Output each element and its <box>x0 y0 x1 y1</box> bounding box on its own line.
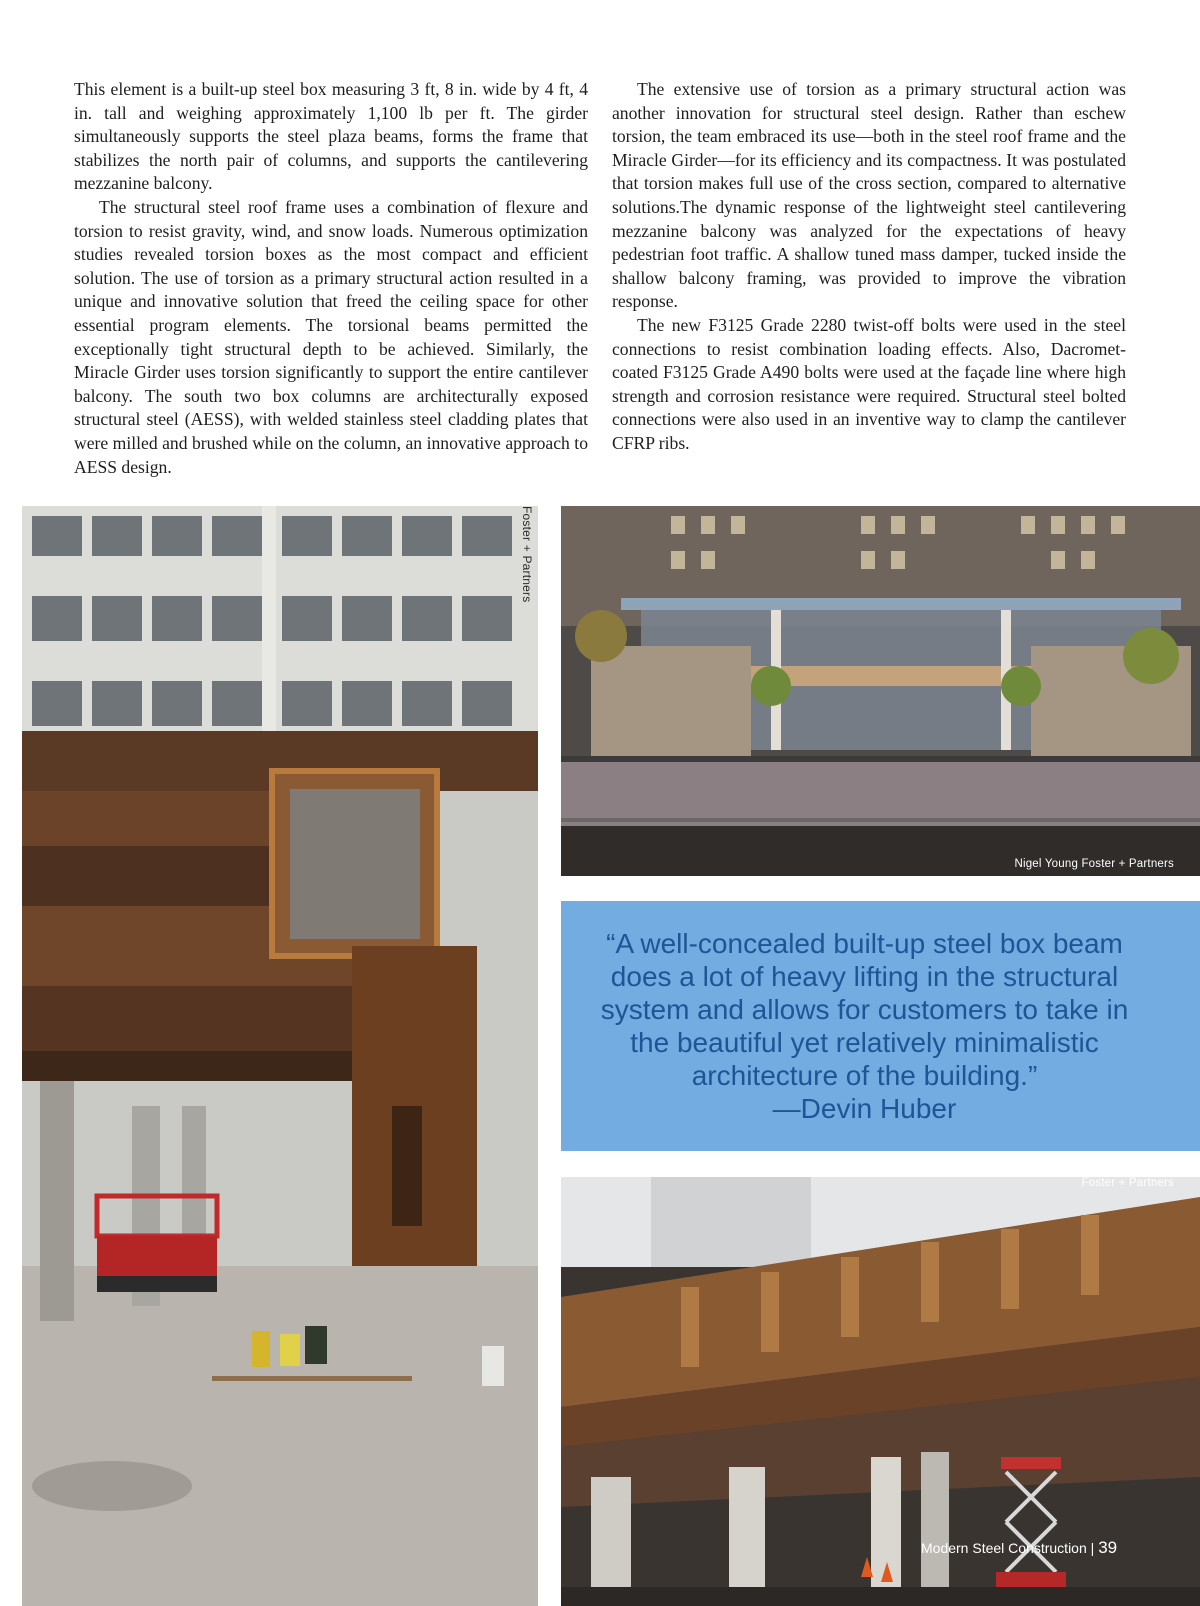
pull-quote-author: —Devin Huber <box>772 1093 957 1124</box>
pull-quote-text: “A well-concealed built-up steel box beam does a lot of heavy lifting in the structural system and allows for customers to take in the beautiful yet relatively minimalistic architecture of the building.” <box>600 928 1129 1091</box>
body-paragraph: The structural steel roof frame uses a combination of flexure and torsion to resist gravity, wind, and snow loads. Numerous optimization studies revealed torsion boxes as the most compact and efficient solution. The use of torsion as a primary structural action resulted in a unique and innovative solution that freed the ceiling space for other essential program elements. The torsional beams permitted the exceptionally tight structural depth to be achieved. Similarly, the Miracle Girder uses torsion significantly to support the entire cantilever balcony. The south two box columns are architecturally exposed structural steel (AESS), with welded stainless steel cladding plates that were milled and brushed while on the column, an innovative approach to AESS design. <box>74 196 588 477</box>
page-number: 39 <box>1098 1538 1118 1557</box>
pull-quote <box>561 901 1200 1151</box>
publication-name: Modern Steel Construction <box>921 1540 1087 1556</box>
text-column-left <box>74 78 588 479</box>
body-paragraph: The extensive use of torsion as a primary structural action was another innovation for structural steel design. Rather than eschew torsion, the team embraced its use—both in the steel roof frame and the Miracle Girder—for its efficiency and its compactness. It was postulated that torsion makes full use of the cross section, compared to alternative solutions.The dynamic response of the lightweight steel cantilevering mezzanine balcony was analyzed for the expectations of heavy pedestrian foot traffic. A shallow tuned mass damper, tucked inside the shallow balcony framing, was provided to improve the vibration response. <box>612 79 1126 312</box>
storefront-photo <box>561 506 1200 876</box>
footer-separator: | <box>1090 1540 1095 1556</box>
body-paragraph: This element is a built-up steel box measuring 3 ft, 8 in. wide by 4 ft, 4 in. tall and weighing approximately 1,100 lb per ft. The girder simultaneously supports the steel plaza beams, forms the frame that stabilizes the north pair of columns, and supports the cantilevering mezzanine balcony. <box>74 79 588 194</box>
photo-credit: Foster + Partners <box>1081 1177 1174 1189</box>
body-paragraph: The new F3125 Grade 2280 twist-off bolts were used in the steel connections to resist combination loading effects. Also, Dacromet-coated F3125 Grade A490 bolts were used at the façade line where high strength and corrosion resistance were required. Structural steel bolted connections were also used in an inventive way to clamp the cantilever CFRP ribs. <box>612 314 1126 453</box>
page-footer <box>921 1538 1117 1558</box>
photo-credit: Foster + Partners <box>520 506 534 603</box>
photo-credit: Nigel Young Foster + Partners <box>1014 858 1174 870</box>
text-column-right <box>612 78 1126 456</box>
construction-photo-box-girder <box>22 506 538 1606</box>
